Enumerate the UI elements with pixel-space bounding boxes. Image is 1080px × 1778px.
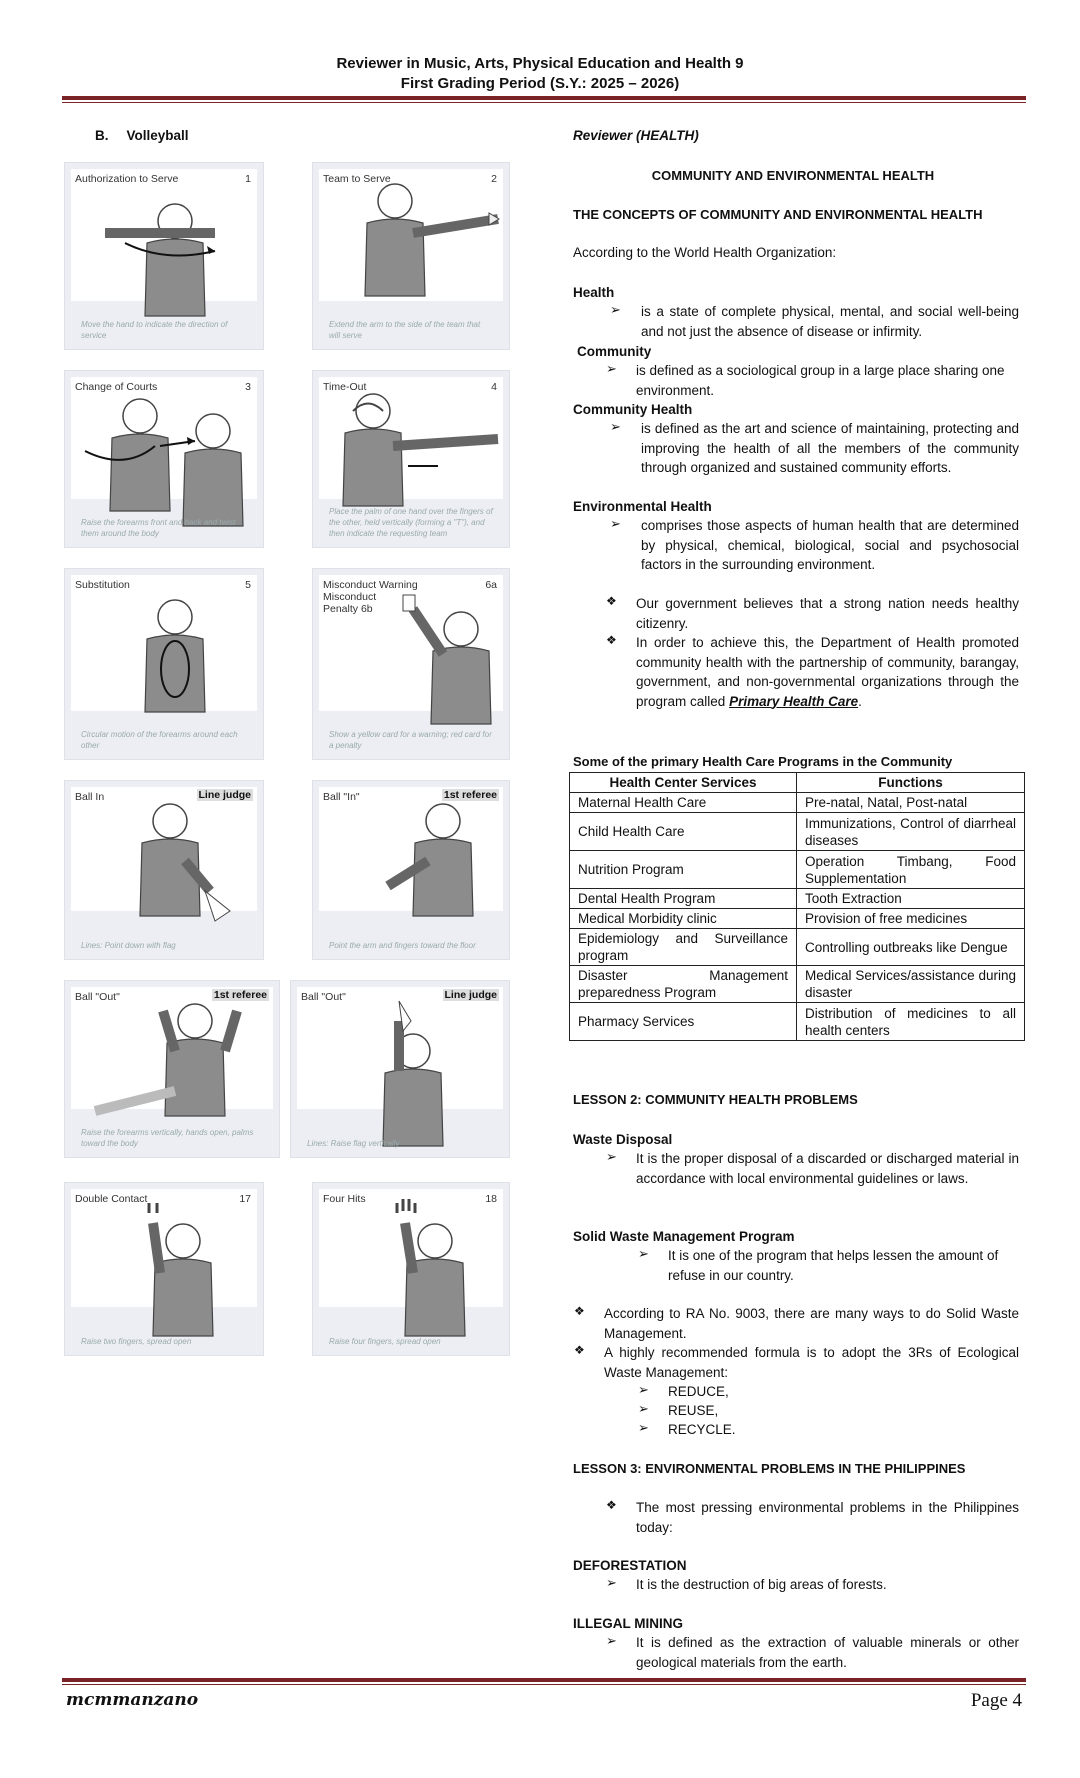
section-volleyball-heading: B. Volleyball — [95, 128, 189, 143]
diamond-bullet-icon: ❖ — [606, 633, 617, 647]
definition-term: Community Health — [573, 402, 693, 417]
signal-card: Ball "Out" Line judge Lines: Raise flag vertically — [290, 980, 510, 1158]
waste-term: Waste Disposal — [573, 1132, 673, 1147]
table-header: Health Center Services — [570, 773, 797, 793]
referee-figure-image — [65, 781, 265, 961]
header-title: Reviewer in Music, Arts, Physical Education and Health 9 — [336, 55, 744, 72]
header-subtitle: First Grading Period (S.Y.: 2025 – 2026) — [400, 75, 680, 92]
signal-card: Misconduct Warning Misconduct Penalty 6b 6a Show a yellow card for a warning; red card for a penalty — [312, 568, 510, 760]
referee-figure-image — [65, 1183, 265, 1357]
footer-rule — [62, 1678, 1026, 1685]
table-row: Maternal Health Care Pre-natal, Natal, Post-natal — [570, 793, 1025, 813]
gov-point: Our government believes that a strong nation needs healthy citizenry. — [636, 596, 1019, 631]
definition-term: Community — [577, 344, 652, 359]
signal-card: Ball In Line judge Lines: Point down with flag — [64, 780, 264, 960]
page-number: Page 4 — [970, 1690, 1022, 1711]
arrow-bullet-icon: ➢ — [610, 302, 621, 317]
arrow-bullet-icon: ➢ — [610, 419, 621, 434]
reviewer-label: Reviewer (HEALTH) — [573, 128, 699, 143]
diamond-bullet-icon: ❖ — [574, 1304, 585, 1318]
three-rs-item: REUSE, — [668, 1403, 719, 1418]
gov-point: In order to achieve this, the Department of Health promoted community health with the partnership of community, barangay, government, and non-governmental organizations through the program called Primary Health Care. — [636, 635, 1019, 709]
definition-text: is defined as the art and science of maintaining, protecting and improving the health of all the members of the community through organized and sustained community efforts. — [641, 421, 1019, 475]
health-programs-table — [569, 772, 1025, 1041]
arrow-bullet-icon: ➢ — [606, 1633, 617, 1648]
who-intro: According to the World Health Organization: — [573, 245, 837, 260]
mining-term: ILLEGAL MINING — [573, 1616, 683, 1631]
arrow-bullet-icon: ➢ — [606, 1575, 617, 1590]
document-header — [0, 54, 1080, 94]
lesson3-point: The most pressing environmental problems in the Philippines today: — [636, 1500, 1019, 1535]
swmp-text: It is one of the program that helps lessen the amount of refuse in our country. — [668, 1248, 999, 1283]
three-rs-item: RECYCLE. — [668, 1422, 736, 1437]
ra-point: According to RA No. 9003, there are many ways to do Solid Waste Management. — [604, 1306, 1019, 1341]
diamond-bullet-icon: ❖ — [574, 1343, 585, 1357]
author-signature: mcmmanzano — [66, 1690, 199, 1710]
arrow-bullet-icon: ➢ — [606, 1149, 617, 1164]
signal-card: Ball "In" 1st referee Point the arm and fingers toward the floor — [312, 780, 510, 960]
diamond-bullet-icon: ❖ — [606, 1498, 617, 1512]
signal-card: Four Hits 18 Raise four fingers, spread open — [312, 1182, 510, 1356]
referee-figure-image — [291, 981, 511, 1159]
section-volleyball-title: Volleyball — [126, 128, 189, 143]
table-header: Functions — [797, 773, 1025, 793]
three-rs-item: REDUCE, — [668, 1384, 729, 1399]
arrow-bullet-icon: ➢ — [610, 516, 621, 531]
table-row: Epidemiology and Surveillance program Controlling outbreaks like Dengue — [570, 929, 1025, 966]
definition-term: Environmental Health — [573, 499, 712, 514]
header-rule — [62, 96, 1026, 103]
mining-text: It is defined as the extraction of valuable minerals or other geological materials from the earth. — [636, 1635, 1019, 1670]
referee-figure-image — [313, 1183, 511, 1357]
signal-card: Team to Serve 2 Extend the arm to the side of the team that will serve — [312, 162, 510, 350]
definition-text: comprises those aspects of human health that are determined by physical, chemical, biological, social and psychosocial factors in the surrounding environment. — [641, 518, 1019, 572]
waste-text: It is the proper disposal of a discarded or discharged material in accordance with local environmental guidelines or laws. — [636, 1151, 1019, 1186]
table-row: Disaster Management preparedness Program Medical Services/assistance during disaster — [570, 966, 1025, 1003]
table-row: Child Health Care Immunizations, Control of diarrheal diseases — [570, 813, 1025, 851]
ra-point: A highly recommended formula is to adopt the 3Rs of Ecological Waste Management: — [604, 1345, 1019, 1380]
arrow-bullet-icon: ➢ — [606, 361, 617, 376]
definition-text: is defined as a sociological group in a large place sharing one environment. — [636, 363, 1005, 398]
definition-term: Health — [573, 285, 615, 300]
table-header-row — [570, 773, 1025, 793]
signal-card: Double Contact 17 Raise two fingers, spread open — [64, 1182, 264, 1356]
primary-health-care-link[interactable]: Primary Health Care — [729, 693, 859, 709]
arrow-bullet-icon: ➢ — [638, 1382, 649, 1397]
arrow-bullet-icon: ➢ — [638, 1401, 649, 1416]
diamond-bullet-icon: ❖ — [606, 594, 617, 608]
main-title: COMMUNITY AND ENVIRONMENTAL HEALTH — [651, 168, 935, 183]
lesson2-title: LESSON 2: COMMUNITY HEALTH PROBLEMS — [573, 1092, 858, 1107]
table-row: Dental Health Program Tooth Extraction — [570, 889, 1025, 909]
table-row: Medical Morbidity clinic Provision of free medicines — [570, 909, 1025, 929]
signal-card: Ball "Out" 1st referee Raise the forearms vertically, hands open, palms toward the body — [64, 980, 280, 1158]
referee-figure-image — [313, 781, 511, 961]
table-row: Nutrition Program Operation Timbang, Food Supplementation — [570, 851, 1025, 889]
swmp-term: Solid Waste Management Program — [573, 1229, 795, 1244]
signal-card: Change of Courts 3 Raise the forearms front and back and twist them around the body — [64, 370, 264, 548]
deforestation-term: DEFORESTATION — [573, 1558, 687, 1573]
arrow-bullet-icon: ➢ — [638, 1246, 649, 1261]
signal-card: Authorization to Serve 1 Move the hand to indicate the direction of service — [64, 162, 264, 350]
signal-card: Substitution 5 Circular motion of the forearms around each other — [64, 568, 264, 760]
deforestation-text: It is the destruction of big areas of forests. — [636, 1577, 887, 1592]
lesson3-title: LESSON 3: ENVIRONMENTAL PROBLEMS IN THE PHILIPPINES — [573, 1461, 966, 1476]
signal-card: Time-Out 4 Place the palm of one hand over the fingers of the other, held vertically (forming a "T"), and then indicate the requesting team — [312, 370, 510, 548]
table-title: Some of the primary Health Care Programs in the Community — [573, 754, 953, 769]
table-row: Pharmacy Services Distribution of medicines to all health centers — [570, 1003, 1025, 1041]
definition-text: is a state of complete physical, mental, and social well-being and not just the absence of disease or infirmity. — [641, 304, 1019, 339]
arrow-bullet-icon: ➢ — [638, 1420, 649, 1435]
concepts-title: THE CONCEPTS OF COMMUNITY AND ENVIRONMENTAL HEALTH — [573, 207, 983, 222]
